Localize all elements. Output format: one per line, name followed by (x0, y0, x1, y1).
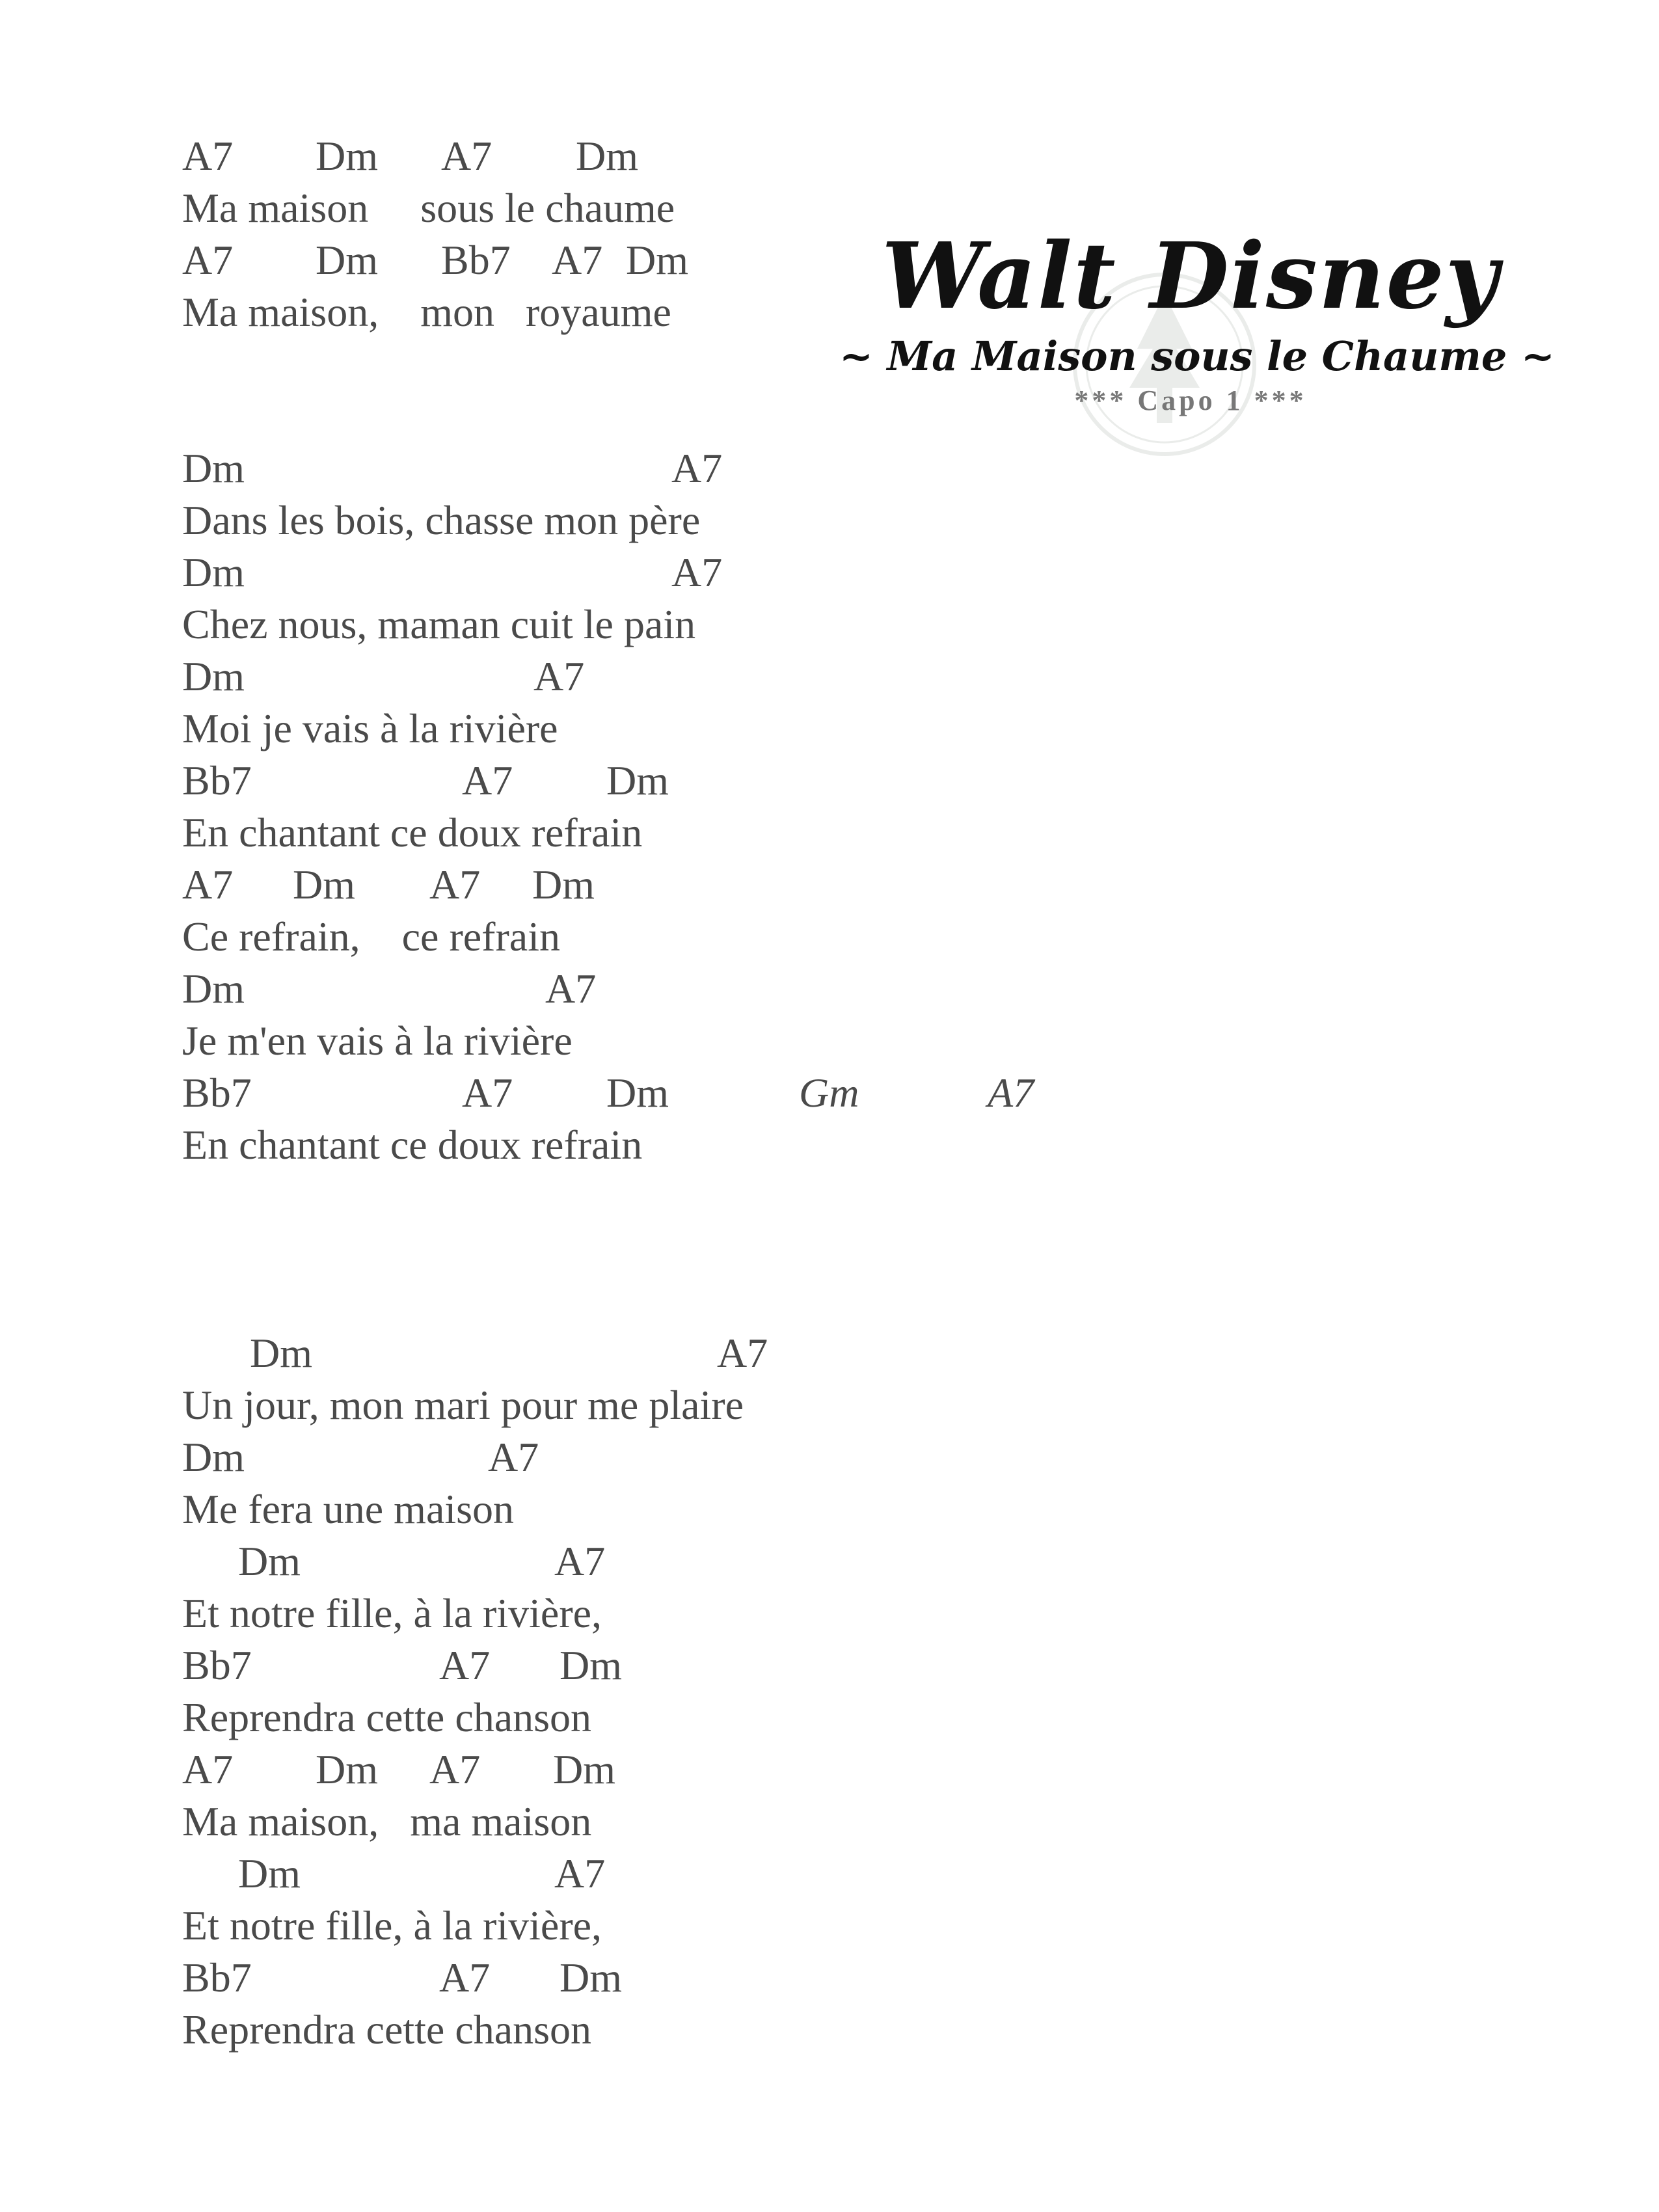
capo-note: *** Capo 1 *** (1074, 384, 1307, 416)
chord: A7 (429, 1746, 481, 1792)
chord-line (182, 546, 1158, 599)
chord-lyric-pair (182, 859, 1158, 963)
lyric-line: Ce refrain, ce refrain (182, 913, 560, 960)
chord: A7 (533, 653, 585, 699)
lyric-line: Chez nous, maman cuit le pain (182, 601, 696, 647)
chord-lyric-pair (182, 1848, 1158, 1952)
chord-line (182, 1327, 1158, 1379)
lyric-line: Ma maison sous le chaume (182, 185, 675, 231)
lyric-line: Et notre fille, à la rivière, (182, 1590, 602, 1636)
chord: Dm (626, 237, 688, 283)
chord: A7 (462, 757, 513, 803)
chord: Dm (576, 133, 638, 179)
chord: A7 (545, 965, 597, 1012)
chord: Dm (238, 1850, 301, 1896)
chord-line (182, 859, 1158, 911)
chord: Dm (250, 1330, 312, 1376)
chord-alt: A7 (988, 1070, 1034, 1116)
chord: A7 (439, 1642, 491, 1688)
chord: Dm (560, 1642, 622, 1688)
lyric-line: En chantant ce doux refrain (182, 809, 643, 856)
chord: Dm (182, 1434, 245, 1480)
song-title: ~ Ma Maison sous le Chaume ~ (839, 332, 1555, 380)
chord-line (182, 1067, 1158, 1119)
chord-lyric-pair (182, 651, 1158, 755)
chord-lyric-pair (182, 1327, 1158, 1431)
chord: Dm (532, 861, 595, 908)
chord: Dm (316, 237, 378, 283)
chord: Dm (316, 133, 378, 179)
chord-lyric-pair (182, 1639, 1158, 1744)
chord: Dm (182, 965, 245, 1012)
chord: A7 (462, 1070, 513, 1116)
chord: Bb7 (441, 237, 511, 283)
lyric-line: En chantant ce doux refrain (182, 1122, 643, 1168)
lyric-line: Reprendra cette chanson (182, 1694, 592, 1740)
chord: A7 (429, 861, 481, 908)
song-sheet (182, 130, 1158, 2056)
chord: Dm (606, 1070, 669, 1116)
chord: A7 (554, 1538, 606, 1584)
chord: Dm (606, 757, 669, 803)
chord: A7 (182, 861, 234, 908)
lyric-line: Et notre fille, à la rivière, (182, 1902, 602, 1949)
chord-line (182, 1639, 1158, 1692)
chord: Dm (293, 861, 355, 908)
lyric-line: Un jour, mon mari pour me plaire (182, 1382, 744, 1428)
chord-lyric-pair (182, 130, 1158, 234)
chord-lyric-pair (182, 546, 1158, 651)
chord: Bb7 (182, 1954, 252, 2001)
chord-lyric-pair (182, 963, 1158, 1067)
chord: A7 (182, 133, 234, 179)
chord-lyric-pair (182, 755, 1158, 859)
chord-lyric-pair (182, 442, 1158, 546)
chord: Dm (238, 1538, 301, 1584)
chord-line (182, 1952, 1158, 2004)
chord-lyric-pair (182, 1431, 1158, 1535)
lyric-line: Moi je vais à la rivière (182, 705, 558, 751)
chord: A7 (182, 1746, 234, 1792)
chord-line (182, 755, 1158, 807)
chord: Dm (182, 549, 245, 595)
chord: A7 (671, 445, 723, 491)
chord: Bb7 (182, 757, 252, 803)
chord-line (182, 1535, 1158, 1587)
verse-intro (182, 130, 1158, 338)
chord-lyric-pair (182, 234, 1158, 338)
chord: Bb7 (182, 1642, 252, 1688)
chord-line (182, 1431, 1158, 1483)
chord-line (182, 442, 1158, 494)
chord-lyric-pair (182, 1535, 1158, 1639)
chord: A7 (488, 1434, 539, 1480)
chord-line (182, 1744, 1158, 1796)
chord-line (182, 1848, 1158, 1900)
lyric-line: Je m'en vais à la rivière (182, 1018, 573, 1064)
chord-line (182, 234, 1158, 286)
chord-line (182, 651, 1158, 703)
chord: A7 (439, 1954, 491, 2001)
chord: A7 (554, 1850, 606, 1896)
lyric-line: Reprendra cette chanson (182, 2006, 592, 2053)
verse-main (182, 442, 1158, 1171)
chord: A7 (552, 237, 603, 283)
artist-title: Walt Disney (882, 223, 1500, 330)
chord-alt: Gm (799, 1070, 859, 1116)
chord: Dm (182, 445, 245, 491)
chord-lyric-pair (182, 1067, 1158, 1171)
lyric-line: Dans les bois, chasse mon père (182, 497, 701, 543)
chord-line (182, 963, 1158, 1015)
chord: Dm (560, 1954, 622, 2001)
chord: A7 (182, 237, 234, 283)
chord: Dm (553, 1746, 615, 1792)
lyric-line: Me fera une maison (182, 1486, 515, 1532)
chord: A7 (717, 1330, 768, 1376)
chord: Dm (182, 653, 245, 699)
lyric-line: Ma maison, mon royaume (182, 289, 671, 335)
chord: Dm (316, 1746, 378, 1792)
chord: A7 (671, 549, 723, 595)
chord-lyric-pair (182, 1744, 1158, 1848)
lyric-line: Ma maison, ma maison (182, 1798, 592, 1844)
chord: A7 (441, 133, 492, 179)
chord-line (182, 130, 1158, 182)
chord-lyric-pair (182, 1952, 1158, 2056)
chord: Bb7 (182, 1070, 252, 1116)
verse-second (182, 1327, 1158, 2056)
